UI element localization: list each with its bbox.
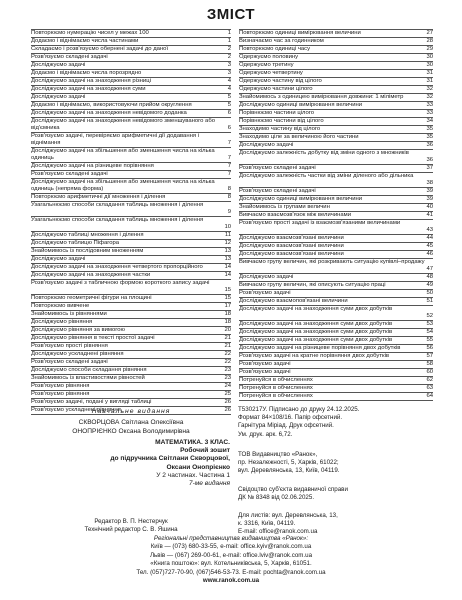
regional-offices-heading: Регіональні представництва видавництва «Ранок»: <box>153 535 309 542</box>
toc-entry-title: Досліджуємо рівняння <box>31 319 93 325</box>
toc-entry-page: 28 <box>426 38 433 44</box>
toc-entry-page: 13 <box>224 256 231 262</box>
toc-entry <box>239 235 433 243</box>
toc-entry <box>239 369 433 377</box>
toc-entry-page: 41 <box>426 212 433 218</box>
toc-entry <box>239 259 433 274</box>
toc-entry-page: 27 <box>426 30 433 36</box>
toc-entry-page: 58 <box>426 361 433 367</box>
toc-entry <box>31 264 231 272</box>
toc-entry-page: 33 <box>426 102 433 108</box>
toc-entry <box>239 126 433 134</box>
toc-entry-title: Розв'язуємо задачі з табличною формою короткого запису задачі <box>31 280 210 286</box>
toc-entry-page: 9 <box>227 209 231 215</box>
toc-entry <box>31 391 231 399</box>
book-part: У 2 частинах. Частина 1 <box>156 471 230 479</box>
toc-entry-page: 63 <box>426 385 433 391</box>
mail-order: «Книга поштою»: вул. Котельниківська, 5, Харків, 61051. <box>150 560 312 568</box>
toc-entry-page: 6 <box>227 110 231 116</box>
toc-entry-page: 52 <box>426 313 433 319</box>
certificate-line: ДК № 8348 від 02.06.2025. <box>238 494 315 502</box>
toc-entry <box>239 62 433 70</box>
toc-entry-page: 36 <box>426 157 433 163</box>
toc-entry-page: 1 <box>227 30 231 36</box>
toc-entry-page: 25 <box>224 391 231 397</box>
toc-entry <box>239 78 433 86</box>
toc-entry <box>31 133 231 148</box>
publisher-line: пр. Незалежності, 5, Харків, 61022; <box>238 459 339 467</box>
toc-entry-title: Розв'язуємо рівняння <box>31 391 90 397</box>
toc-entry-page: 55 <box>426 337 433 343</box>
toc-entry-page: 14 <box>224 264 231 270</box>
toc-entry-page: 24 <box>224 383 231 389</box>
toc-entry-page: 17 <box>224 303 231 309</box>
toc-entry-page: 22 <box>224 351 231 357</box>
toc-entry-page: 32 <box>426 86 433 92</box>
toc-entry-page: 5 <box>227 102 231 108</box>
toc-entry-title: Розв'язуємо задачі, перевіряємо арифметичні дії додавання і віднімання <box>31 133 199 146</box>
toc-entry <box>239 274 433 282</box>
toc-entry-title: Розв'язуємо прості рівняння <box>31 343 108 349</box>
toc-entry-title: Досліджуємо задачі <box>31 256 86 262</box>
book-subtitle-2: до підручника Світлани Скворцової, <box>110 455 230 463</box>
toc-entry <box>239 54 433 62</box>
toc-entry-title: Одержуємо частини цілого <box>239 86 313 92</box>
toc-entry-title: Розв'язуємо задачі, подані у вигляді таблиці <box>31 399 152 405</box>
book-subtitle-3: Оксани Онопрієнко <box>166 463 230 471</box>
toc-entry-title: Потренуйся в обчисленнях <box>239 385 313 391</box>
toc-entry-page: 3 <box>227 70 231 76</box>
toc-entry <box>31 311 231 319</box>
toc-entry-title: Знайомимось із групами величин <box>239 204 330 210</box>
toc-entry-title: Повторюємо одиниці часу <box>239 46 311 52</box>
toc-entry <box>31 295 231 303</box>
toc-entry-page: 49 <box>426 282 433 288</box>
toc-entry-page: 30 <box>426 54 433 60</box>
toc-entry <box>239 212 433 220</box>
toc-entry <box>239 353 433 361</box>
publisher-line: ТОВ Видавництво «Ранок», <box>238 451 318 458</box>
toc-entry-page: 46 <box>426 251 433 257</box>
toc-entry <box>31 86 231 94</box>
toc-entry-title: Знайомимось із рівняннями <box>31 311 107 317</box>
toc-entry-title: Досліджуємо таблиці множення і ділення <box>31 232 144 238</box>
toc-entry-title: Потренуйся в обчисленнях <box>239 393 313 399</box>
toc-entry <box>31 399 231 407</box>
toc-entry-title: Додаємо і віднімаємо числа порозрядно <box>31 70 142 76</box>
toc-entry <box>239 329 433 337</box>
toc-entry-page: 23 <box>224 367 231 373</box>
toc-entry-title: Досліджуємо задачі на знаходження невідомого доданка <box>31 110 187 116</box>
toc-entry <box>31 367 231 375</box>
toc-entry-title: Досліджуємо задачі на різницеве порівняння <box>31 163 154 169</box>
toc-entry-title: Досліджуємо взаємозв'язані величини <box>239 235 344 241</box>
toc-entry <box>31 171 231 179</box>
toc-entry-title: Досліджуємо взаємопов'язані величини <box>239 298 348 304</box>
toc-entry <box>239 94 433 102</box>
toc-entry-title: Розв'язуємо прості задачі із взаємозв'язаними величинами <box>239 220 401 226</box>
toc-entry <box>239 361 433 369</box>
toc-entry-title: Досліджуємо залежність частки від зміни діленого або дільника <box>239 173 414 179</box>
toc-entry <box>239 251 433 259</box>
toc-entry-title: Досліджуємо ускладнені рівняння <box>31 351 124 357</box>
toc-entry-title: Повторюємо арифметичні дії множення і ділення <box>31 194 166 200</box>
toc-entry <box>239 306 433 321</box>
toc-entry-page: 57 <box>426 353 433 359</box>
toc-entry-title: Досліджуємо задачі на знаходження четвертого пропорційного <box>31 264 203 270</box>
toc-entry-title: Узагальнюємо способи складання таблиць множення і ділення <box>31 202 204 208</box>
toc-entry-title: Розв'язуємо ускладнені рівняння <box>31 407 121 413</box>
toc-entry <box>31 248 231 256</box>
editor-2: Технічний редактор С. В. Яшина <box>84 526 178 533</box>
book-title-block <box>80 439 230 488</box>
toc-entry-title: Досліджуємо задачі на знаходження різниці <box>31 78 151 84</box>
toc-entry-title: Одержуємо третину <box>239 62 294 68</box>
toc-entry-page: 2 <box>227 46 231 52</box>
mail-line: Для листів: вул. Деревлянська, 13, <box>238 512 338 519</box>
toc-entry <box>239 220 433 235</box>
toc-entry-title: Досліджуємо задачі на різницеве порівняння двох добутків <box>239 345 401 351</box>
toc-entry <box>239 38 433 46</box>
toc-entry-page: 33 <box>426 110 433 116</box>
editor-1: Редактор В. П. Нестерчук <box>94 518 168 525</box>
toc-entry <box>239 204 433 212</box>
toc-entry <box>31 359 231 367</box>
toc-entry-page: 34 <box>426 118 433 124</box>
toc-entry-title: Досліджуємо задачі на знаходження суми двох добутків <box>239 306 393 312</box>
toc-entry-title: Порівнюємо частини цілого <box>239 110 315 116</box>
toc-entry <box>31 102 231 110</box>
toc-entry <box>31 383 231 391</box>
toc-entry-title: Досліджуємо таблицю Піфагора <box>31 240 120 246</box>
toc-entry-page: 15 <box>224 287 231 293</box>
print-line: Формат 84×108/16. Папір офсетний. <box>238 414 343 422</box>
toc-entry-page: 1 <box>227 38 231 44</box>
toc-entry-page: 26 <box>224 407 231 413</box>
toc-entry <box>239 243 433 251</box>
toc-entry-title: Повторюємо вивчене <box>31 303 90 309</box>
toc-entry-page: 4 <box>227 78 231 84</box>
toc-entry-title: Знаходимо ціле за величиною його частини <box>239 134 359 140</box>
toc-entry-page: 14 <box>224 272 231 278</box>
toc-entry-title: Досліджуємо задачі на знаходження суми двох добутків <box>239 329 393 335</box>
toc-entry <box>239 282 433 290</box>
toc-entry-page: 10 <box>224 224 231 230</box>
toc-entry-title: Досліджуємо задачі на знаходження суми <box>31 86 146 92</box>
toc-entry-page: 30 <box>426 62 433 68</box>
toc-entry-page: 40 <box>426 204 433 210</box>
toc-entry-page: 45 <box>426 243 433 249</box>
toc-entry-title: Досліджуємо задачі на знаходження суми двох добутків <box>239 321 393 327</box>
toc-entry <box>31 280 231 295</box>
toc-entry-page: 5 <box>227 94 231 100</box>
toc-entry <box>31 194 231 202</box>
toc-entry-page: 18 <box>224 311 231 317</box>
toc-entry-page: 8 <box>227 194 231 200</box>
print-line: Ум. друк. арк. 6,72. <box>238 430 293 438</box>
toc-entry-title: Досліджуємо задачі на знаходження невідомого зменшуваного або від'ємника <box>31 118 215 131</box>
toc-entry-title: Визначаємо час за годинником <box>239 38 324 44</box>
toc-entry-title: Вивчаємо взаємозв'язок між величинами <box>239 212 352 218</box>
toc-entry-page: 6 <box>227 125 231 131</box>
toc-entry <box>31 110 231 118</box>
toc-entry-title: Досліджуємо задачі <box>239 142 294 148</box>
toc-entry-title: Досліджуємо способи складання рівняння <box>31 367 147 373</box>
toc-entry <box>239 86 433 94</box>
book-subtitle-1: Робочий зошит <box>180 447 230 455</box>
toc-entry-page: 35 <box>426 126 433 132</box>
toc-entry <box>239 385 433 393</box>
toc-entry-page: 44 <box>426 235 433 241</box>
toc-entry-page: 47 <box>426 266 433 272</box>
toc-entry-page: 53 <box>426 321 433 327</box>
toc-entry-page: 37 <box>426 165 433 171</box>
toc-entry <box>239 345 433 353</box>
toc-entry-page: 7 <box>227 155 231 161</box>
toc-entry-page: 2 <box>227 54 231 60</box>
toc-entry <box>31 343 231 351</box>
toc-entry-page: 7 <box>227 163 231 169</box>
author-1: СКВОРЦОВА Світлана Олексіївна <box>78 419 184 426</box>
toc-entry-page: 22 <box>224 359 231 365</box>
office-lviv: Львів — (067) 269-00-61, e-mail: office.lviv@ranok.com.ua <box>149 551 313 559</box>
website-link[interactable]: www.ranok.com.ua <box>202 577 260 585</box>
toc-entry-title: Додаємо і віднімаємо, використовуючи прийом округлення <box>31 102 192 108</box>
toc-entry <box>31 62 231 70</box>
toc-entry-title: Розв'язуємо складені задачі <box>239 188 316 194</box>
toc-entry <box>31 38 231 46</box>
toc-entry-title: Досліджуємо задачі на знаходження частки <box>31 272 151 278</box>
page-title: ЗМІСТ <box>206 6 256 23</box>
toc-entry-title: Знайомимось з одиницею вимірювання довжини: 1 міліметр <box>239 94 404 100</box>
toc-entry-title: Повторюємо нумерацію чисел у межах 100 <box>31 30 149 36</box>
toc-entry-page: 43 <box>426 227 433 233</box>
toc-entry-page: 62 <box>426 377 433 383</box>
toc-entry <box>239 377 433 385</box>
regional-offices <box>31 535 431 585</box>
toc-entry-page: 21 <box>224 335 231 341</box>
toc-entry-title: Знаходимо частину від цілого <box>239 126 321 132</box>
toc-entry <box>239 393 433 401</box>
toc-entry <box>31 351 231 359</box>
toc-entry <box>239 70 433 78</box>
toc-entry <box>31 375 231 383</box>
toc-entry-title: Розв'язуємо задачі <box>239 361 291 367</box>
toc-entry <box>31 202 231 217</box>
toc-entry-title: Одержуємо четвертину <box>239 70 303 76</box>
toc-entry-page: 29 <box>426 46 433 52</box>
toc-entry-page: 48 <box>426 274 433 280</box>
toc-entry-title: Досліджуємо задачі <box>31 94 86 100</box>
toc-entry-page: 56 <box>426 345 433 351</box>
toc-entry-title: Вивчаємо групу величин, які розкривають ситуацію купівлі–продажу <box>239 259 425 265</box>
print-line: Гарнітура Мірiад. Друк офсетний. <box>238 422 334 430</box>
toc-entry <box>31 70 231 78</box>
toc-entry <box>31 163 231 171</box>
toc-entry-page: 51 <box>426 298 433 304</box>
toc-entry <box>239 196 433 204</box>
toc-entry-title: Розв'язуємо складені задачі <box>239 165 316 171</box>
toc-entry-title: Досліджуємо одиниці вимірювання величини <box>239 102 363 108</box>
toc-entry <box>31 335 231 343</box>
toc-entry-page: 23 <box>224 375 231 381</box>
toc-entry-title: Знайомимось із властивостями рівностей <box>31 375 145 381</box>
toc-entry-title: Розв'язуємо складені задачі <box>31 359 108 365</box>
toc-right-column <box>239 29 433 407</box>
toc-entry-title: Досліджуємо задачі на збільшення або зменшення числа на кілька одиниць (непряма форма) <box>31 179 215 192</box>
toc-entry-title: Досліджуємо взаємозв'язані величини <box>239 251 344 257</box>
toc-entry-title: Вивчаємо групу величин, які описують ситуацію праці <box>239 282 386 288</box>
toc-entry <box>239 46 433 54</box>
toc-entry <box>31 46 231 54</box>
toc-entry <box>239 173 433 188</box>
mail-address <box>238 512 438 537</box>
print-details <box>238 406 438 439</box>
toc-entry <box>239 118 433 126</box>
toc-entry-page: 11 <box>224 232 231 238</box>
authors <box>31 418 231 436</box>
toc-entry-page: 13 <box>224 248 231 254</box>
mail-order-phone: Тел. (057)727-70-90, (067)546-53-73. E-mail: pochta@ranok.com.ua <box>136 568 326 576</box>
toc-entry-page: 7 <box>227 140 231 146</box>
office-kyiv: Київ — (073) 680-33-55, e-mail: office.kyiv@ranok.com.ua <box>150 543 312 551</box>
editors <box>31 518 231 534</box>
toc-entry-page: 26 <box>224 399 231 405</box>
toc-entry-title: Складаємо і розв'язуємо обернені задачі до даної <box>31 46 169 52</box>
toc-entry-title: Досліджуємо рівняння за вимогою <box>31 327 125 333</box>
toc-entry <box>31 94 231 102</box>
toc-entry-page: 3 <box>227 62 231 68</box>
toc-entry <box>239 165 433 173</box>
mail-line: E-mail: office@ranok.com.ua <box>238 528 318 536</box>
toc-entry <box>239 102 433 110</box>
toc-entry <box>239 134 433 142</box>
toc-entry <box>31 54 231 62</box>
toc-entry <box>31 118 231 133</box>
toc-entry <box>239 110 433 118</box>
toc-entry-page: 54 <box>426 329 433 335</box>
toc-entry-title: Досліджуємо задачі на збільшення або зменшення числа на кілька одиниць <box>31 148 215 161</box>
publisher-address <box>238 451 438 476</box>
toc-entry-title: Узагальнюємо способи складання таблиць множення і ділення <box>31 217 204 223</box>
toc-entry-title: Досліджуємо залежність добутку від зміни одного з множників <box>239 150 409 156</box>
toc-entry <box>239 298 433 306</box>
toc-entry <box>31 232 231 240</box>
toc-entry <box>239 188 433 196</box>
toc-entry <box>31 217 231 232</box>
toc-entry <box>31 256 231 264</box>
author-2: ОНОПРІЄНКО Оксана Володимирівна <box>72 428 190 435</box>
toc-entry-title: Повторюємо геометричні фігури на площині <box>31 295 152 301</box>
certificate-line: Свідоцтво суб'єкта видавничої справи <box>238 486 348 493</box>
toc-entry <box>31 303 231 311</box>
toc-entry <box>31 148 231 163</box>
toc-entry <box>239 321 433 329</box>
toc-entry-title: Розв'язуємо задачі <box>239 290 291 296</box>
toc-entry-page: 18 <box>224 319 231 325</box>
toc-entry-page: 31 <box>426 70 433 76</box>
toc-entry-page: 36 <box>426 142 433 148</box>
toc-entry <box>31 179 231 194</box>
toc-entry-page: 35 <box>426 134 433 140</box>
toc-entry-page: 4 <box>227 86 231 92</box>
toc-entry-page: 60 <box>426 369 433 375</box>
toc-entry <box>239 29 433 38</box>
toc-entry-title: Одержуємо половину <box>239 54 299 60</box>
toc-entry-page: 7 <box>227 171 231 177</box>
toc-entry-page: 39 <box>426 196 433 202</box>
toc-entry-title: Розв'язуємо складені задачі <box>31 171 108 177</box>
toc-entry-title: Потренуйся в обчисленнях <box>239 377 313 383</box>
toc-entry <box>31 272 231 280</box>
toc-entry <box>239 337 433 345</box>
toc-entry-page: 64 <box>426 393 433 399</box>
toc-entry-page: 21 <box>224 343 231 349</box>
toc-entry-page: 50 <box>426 290 433 296</box>
toc-entry-title: Розв'язуємо задачі на кратне порівняння двох добутків <box>239 353 390 359</box>
toc-entry-title: Досліджуємо задачі на знаходження суми двох добутків <box>239 337 393 343</box>
toc-entry-page: 20 <box>224 327 231 333</box>
toc-entry-title: Повторюємо одиниці вимірювання величини <box>239 30 361 36</box>
toc-entry-title: Досліджуємо задачі <box>31 62 86 68</box>
imprint-caption: Навчальне видання <box>91 408 171 415</box>
publisher-line: вул. Деревлянська, 13, Київ, 04119. <box>238 467 340 475</box>
toc-entry-title: Досліджуємо рівняння в тексті простої задачі <box>31 335 155 341</box>
toc-entry <box>31 240 231 248</box>
toc-entry-title: Розв'язуємо задачі <box>239 369 291 375</box>
toc-entry-page: 31 <box>426 78 433 84</box>
toc-entry-page: 15 <box>224 295 231 301</box>
toc-entry-title: Досліджуємо взаємозв'язані величини <box>239 243 344 249</box>
toc-entry <box>239 142 433 150</box>
publisher-certificate <box>238 486 438 502</box>
toc-entry <box>31 29 231 38</box>
book-title: МАТЕМАТИКА. 3 КЛАС. <box>155 439 230 446</box>
toc-entry-page: 39 <box>426 188 433 194</box>
toc-entry <box>239 290 433 298</box>
toc-entry-page: 8 <box>227 186 231 192</box>
toc-entry-page: 32 <box>426 94 433 100</box>
toc-entry-title: Досліджуємо одиниці вимірювання величини <box>239 196 363 202</box>
book-edition: 7-ме видання <box>188 480 230 488</box>
toc-entry-title: Одержуємо частину від цілого <box>239 78 322 84</box>
toc-entry <box>31 319 231 327</box>
toc-entry-title: Додаємо і віднімаємо числа частинами <box>31 38 139 44</box>
toc-entry <box>239 150 433 165</box>
toc-entry-page: 38 <box>426 180 433 186</box>
toc-entry-title: Знайомимось із послідовним множенням <box>31 248 144 254</box>
toc-entry-title: Розв'язуємо складені задачі <box>31 54 108 60</box>
toc-entry-title: Порівнюємо частини від цілого <box>239 118 324 124</box>
toc-entry-title: Досліджуємо задачі <box>239 274 294 280</box>
toc-entry-title: Розв'язуємо рівняння <box>31 383 90 389</box>
toc-entry <box>31 78 231 86</box>
mail-line: к. 3316, Київ, 04119. <box>238 520 296 528</box>
print-line: Т530217У. Підписано до друку 24.12.2025. <box>238 406 360 413</box>
toc-entry-page: 12 <box>224 240 231 246</box>
toc-entry <box>31 327 231 335</box>
